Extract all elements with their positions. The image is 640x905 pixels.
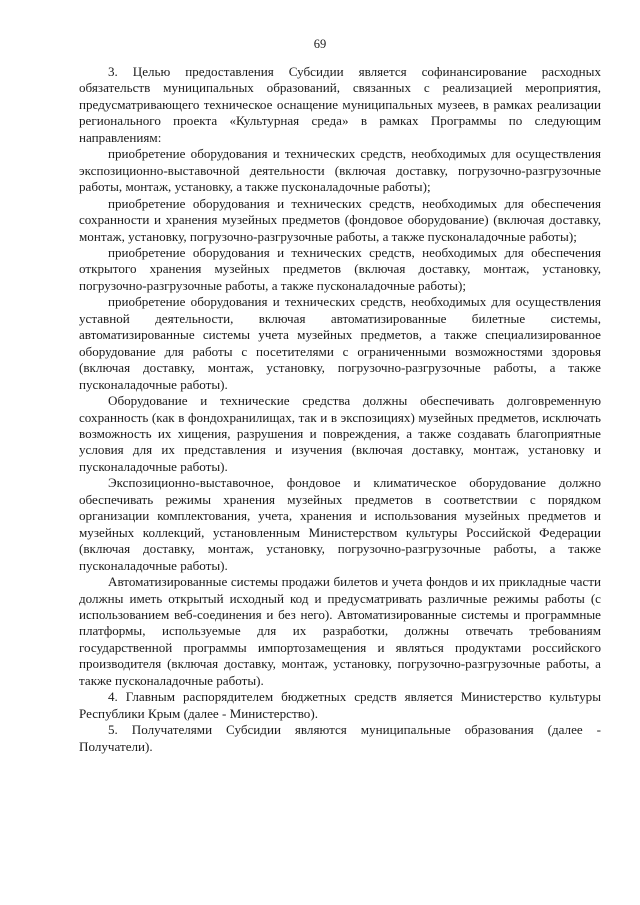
paragraph-recipients: 5. Получателями Субсидии являются муниципальные образования (далее - Получатели). bbox=[79, 722, 601, 754]
paragraph-statutory-activity-equipment: приобретение оборудования и технических средств, необходимых для осуществления уставной деятельности, включая автоматизированные билетные системы, автоматизированные системы учета музейных предметов, а также специализированное оборудование для работы с посетителями с ограниченными возможностями здоровья (включая доставку, монтаж, установку, погрузочно-разгрузочные работы, а также пусконаладочные работы). bbox=[79, 294, 601, 392]
page-number: 69 bbox=[313, 37, 327, 51]
paragraph-budget-manager: 4. Главным распорядителем бюджетных средств является Министерство культуры Республики Крым (далее - Министерство). bbox=[79, 689, 601, 721]
paragraph-climate-equipment: Экспозиционно-выставочное, фондовое и климатическое оборудование должно обеспечивать режимы хранения музейных предметов в соответствии с порядком организации комплектования, учета, хранения и использования музейных предметов и музейных коллекций, установленным Министерством культуры Российской Федерации (включая доставку, монтаж, установку, погрузочно-разгрузочные работы, а также пусконаладочные работы). bbox=[79, 475, 601, 573]
paragraph-storage-equipment: приобретение оборудования и технических средств, необходимых для обеспечения сохранности и хранения музейных предметов (фондовое оборудование) (включая доставку, монтаж, установку, погрузочно-разгрузочные работы, а также пусконаладочные работы); bbox=[79, 195, 601, 244]
paragraph-open-storage-equipment: приобретение оборудования и технических средств, необходимых для обеспечения открытого хранения музейных предметов (включая доставку, монтаж, установку, погрузочно-разгрузочные работы, а также пусконаладочные работы); bbox=[79, 244, 601, 293]
paragraph-exhibition-equipment: приобретение оборудования и технических средств, необходимых для осуществления экспозиционно-выставочной деятельности (включая доставку, погрузочно-разгрузочные работы, монтаж, установку, а также пусконаладочные работы); bbox=[79, 146, 601, 195]
paragraph-subsidy-purpose: 3. Целью предоставления Субсидии является софинансирование расходных обязательств муниципальных образований, связанных с реализацией мероприятия, предусматривающего техническое оснащение муниципальных музеев, в рамках реализации регионального проекта «Культурная среда» в рамках Программы по следующим направлениям: bbox=[79, 64, 601, 145]
paragraph-equipment-requirements: Оборудование и технические средства должны обеспечивать долговременную сохранность (как в фондохранилищах, так и в экспозициях) музейных предметов, исключать возможность их хищения, разрушения и повреждения, а также создавать благоприятные условия для их представления и изучения (включая доставку, монтаж, установку и пусконаладочные работы). bbox=[79, 393, 601, 474]
document-body bbox=[79, 64, 601, 755]
paragraph-automated-systems: Автоматизированные системы продажи билетов и учета фондов и их прикладные части должны иметь открытый исходный код и предусматривать различные режимы работы (с использованием веб-соединения и без него). Автоматизированные системы и программные платформы, используемые для их разработки, должны отвечать требованиям государственной программы импортозамещения и являться продуктами российского производителя (включая доставку, монтаж, установку, погрузочно-разгрузочные работы, а также пусконаладочные работы). bbox=[79, 574, 601, 688]
